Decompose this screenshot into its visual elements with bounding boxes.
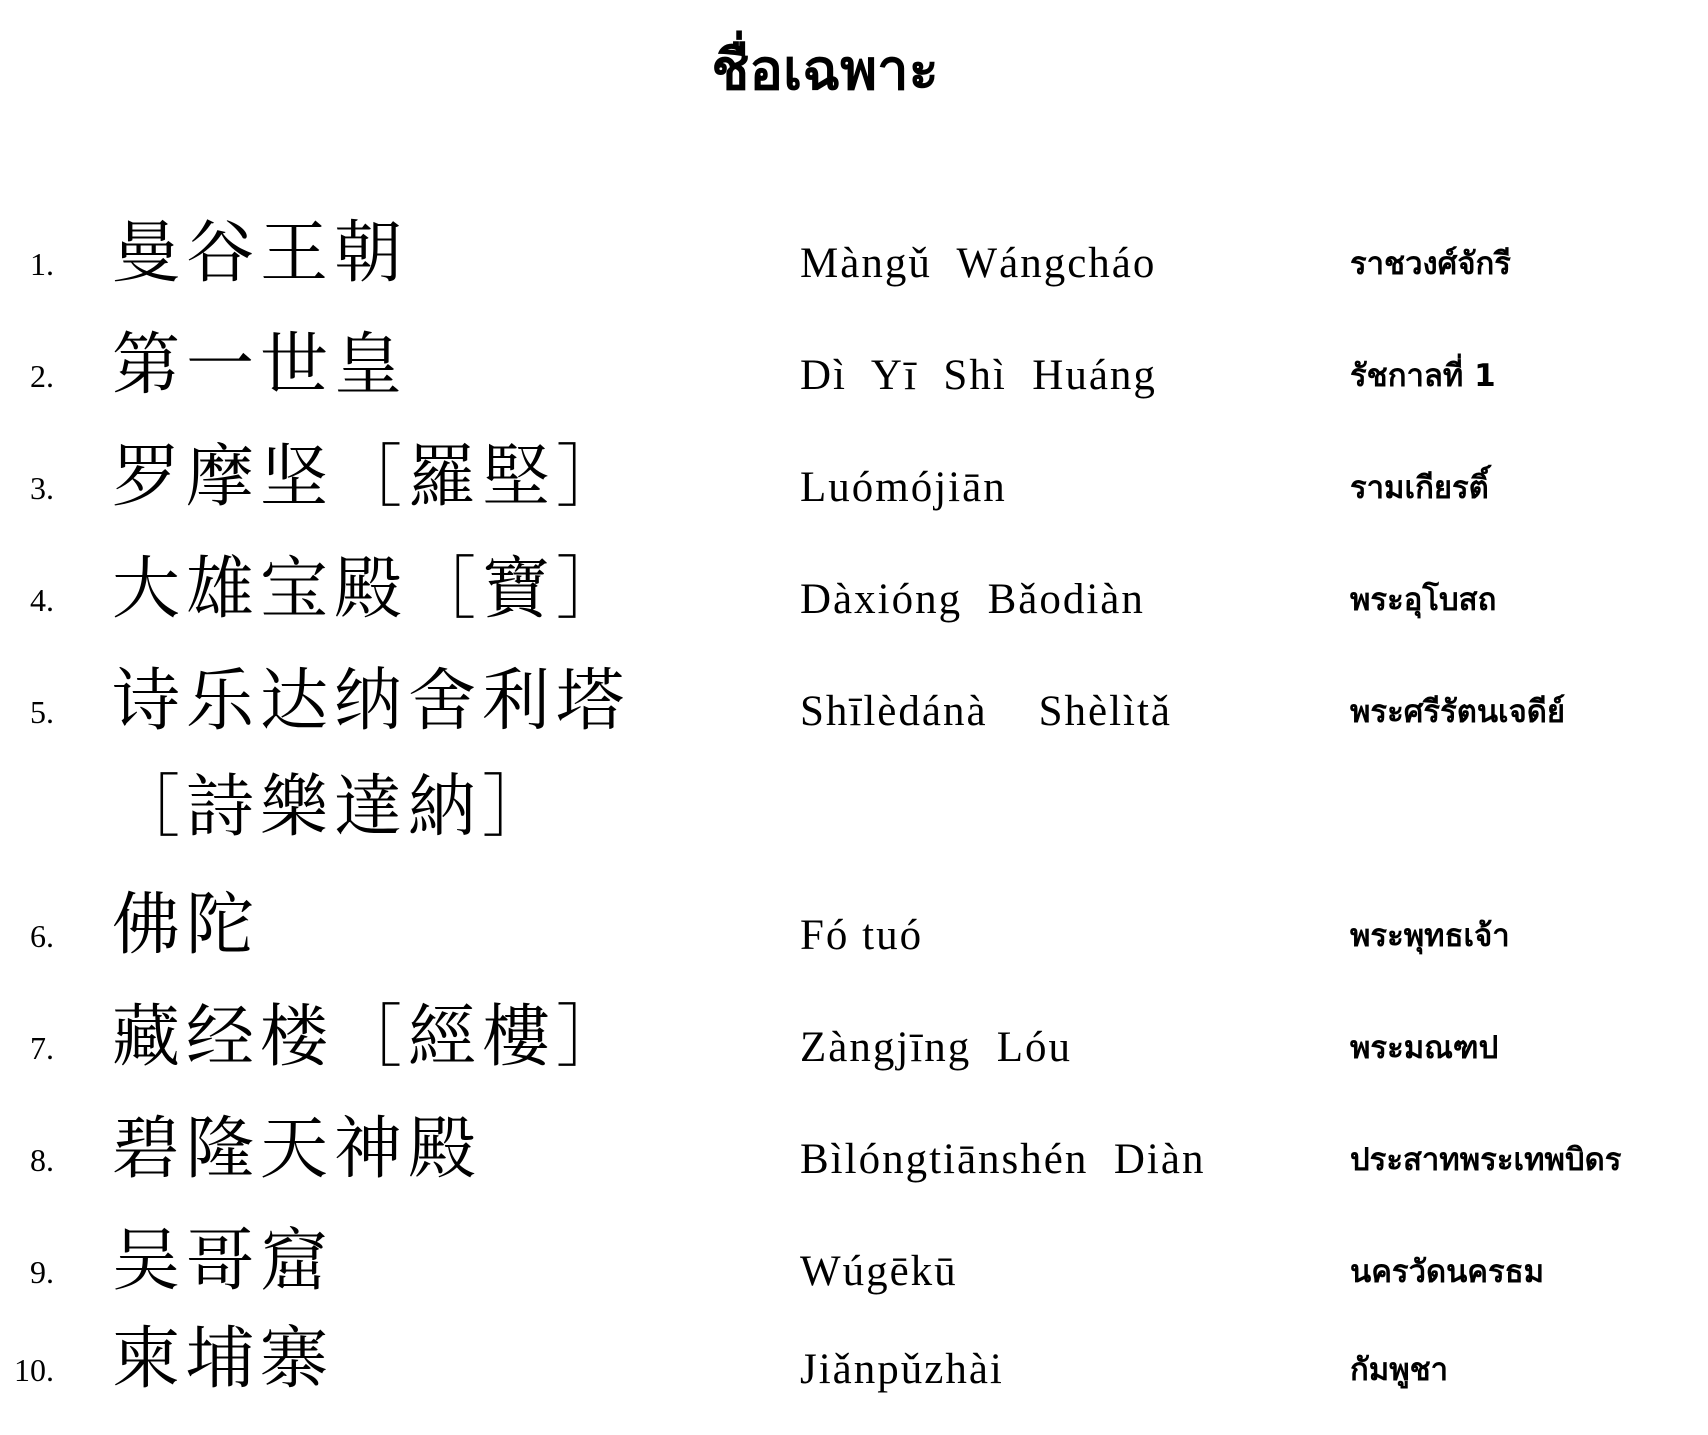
chinese-term: 碧隆天神殿 [112,1110,483,1189]
entry-number: 1. [30,246,54,282]
thai-name: กัมพูชา [1350,1352,1449,1388]
entry-number: 5. [30,694,54,730]
chinese-term: 佛陀 [112,886,261,965]
thai-name: นครวัดนครธม [1350,1254,1545,1290]
thai-name: พระมณฑป [1350,1030,1499,1066]
pinyin: Shīlèdánà Shèlìtǎ [800,688,1172,735]
thai-name: พระศรีรัตนเจดีย์ [1350,694,1566,730]
entry-number: 2. [30,358,54,394]
thai-name: รัชกาลที่ 1 [1350,358,1496,394]
entry-number: 10. [14,1352,54,1388]
pinyin: Jiǎnpǔzhài [800,1346,1004,1393]
thai-name: ราชวงศ์จักรี [1350,246,1511,282]
entry-1 [0,212,1708,324]
chinese-term: 第一世皇 [112,326,409,405]
pinyin: Wúgēkū [800,1248,958,1295]
entry-2 [0,324,1708,436]
chinese-term: 大雄宝殿［寶］ [112,550,631,629]
pinyin: Dì Yī Shì Huáng [800,352,1157,399]
page-title: ชื่อเฉพาะ [711,37,939,103]
entry-3 [0,436,1708,548]
thai-name: พระอุโบสถ [1350,582,1497,618]
chinese-term-continuation: ［詩樂達納］ [112,768,557,847]
chinese-term: 曼谷王朝 [112,214,409,293]
pinyin: Màngǔ Wángcháo [800,240,1157,287]
thai-name: รามเกียรติ์ [1350,470,1489,506]
thai-name: ประสาทพระเทพบิดร [1350,1142,1622,1178]
entry-number: 7. [30,1030,54,1066]
entry-6 [0,884,1708,996]
entry-9 [0,1220,1708,1332]
entry-number: 6. [30,918,54,954]
entry-5 [0,660,1708,772]
entry-4 [0,548,1708,660]
chinese-term: 诗乐达纳舍利塔 [112,662,631,741]
entry-number: 8. [30,1142,54,1178]
chinese-term: 柬埔寨 [112,1320,335,1399]
pinyin: Dàxióng Bǎodiàn [800,576,1145,623]
entry-number: 4. [30,582,54,618]
chinese-term: 藏经楼［經樓］ [112,998,631,1077]
thai-name: พระพุทธเจ้า [1350,918,1510,954]
chinese-term: 吴哥窟 [112,1222,335,1301]
pinyin: Bìlóngtiānshén Diàn [800,1136,1206,1183]
pinyin: Luómójiān [800,464,1007,511]
entry-7 [0,996,1708,1108]
entry-10 [0,1318,1708,1430]
pinyin: Fó tuó [800,912,924,959]
entry-number: 3. [30,470,54,506]
entry-number: 9. [30,1254,54,1290]
pinyin: Zàngjīng Lóu [800,1024,1073,1071]
entry-8 [0,1108,1708,1220]
chinese-term: 罗摩坚［羅堅］ [112,438,631,517]
